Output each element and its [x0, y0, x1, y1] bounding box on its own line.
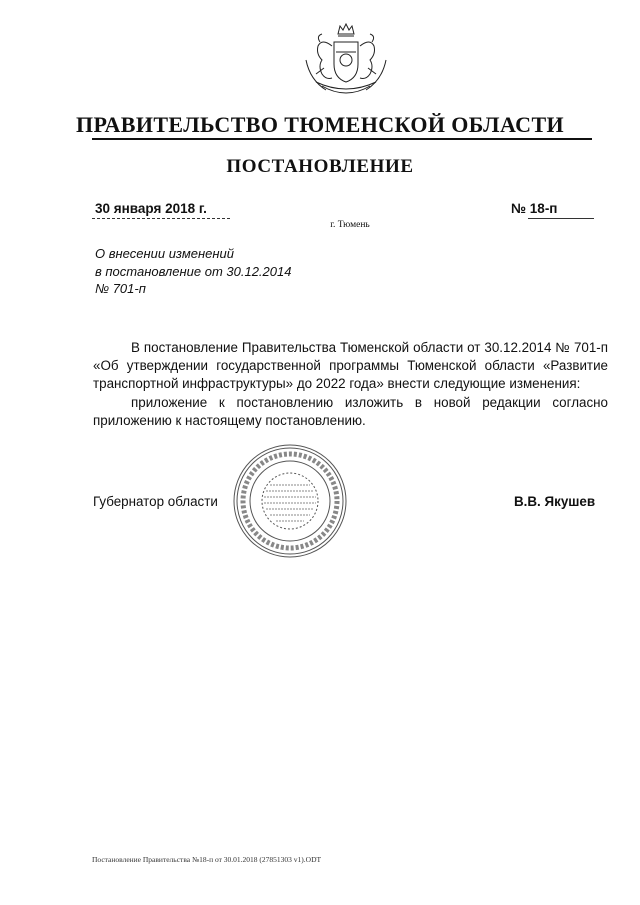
body-paragraph: приложение к постановлению изложить в новой редакции согласно приложению к настоящему постановлению.	[93, 395, 608, 428]
document-type: ПОСТАНОВЛЕНИЕ	[226, 156, 414, 177]
body-paragraph: В постановление Правительства Тюменской области от 30.12.2014 № 701-п «Об утверждении государственной программы Тюменской области «Развитие транспортной инфраструктуры» до 2022 года» внести следующие изменения:	[93, 340, 608, 391]
decree-number: № 18-п	[511, 201, 558, 216]
date-underline	[92, 218, 230, 219]
subject-line: № 701-п	[95, 281, 146, 296]
number-underline	[528, 218, 594, 219]
decree-body	[93, 339, 608, 430]
title-underline	[92, 138, 592, 140]
decree-date: 30 января 2018 г.	[95, 201, 207, 216]
decree-subject	[95, 245, 291, 298]
city: г. Тюмень	[330, 220, 370, 230]
signer-name: В.В. Якушев	[514, 494, 596, 509]
subject-line: в постановление от 30.12.2014	[95, 263, 292, 279]
document-footer: Постановление Правительства №18-п от 30.01.2018 (27851303 v1).ODT	[92, 855, 322, 864]
signer-position: Губернатор области	[93, 494, 218, 509]
government-title: ПРАВИТЕЛЬСТВО ТЮМЕНСКОЙ ОБЛАСТИ	[75, 112, 565, 137]
official-seal-icon	[232, 443, 348, 559]
coat-of-arms-icon	[296, 20, 396, 102]
subject-line: О внесении изменений	[95, 246, 234, 261]
